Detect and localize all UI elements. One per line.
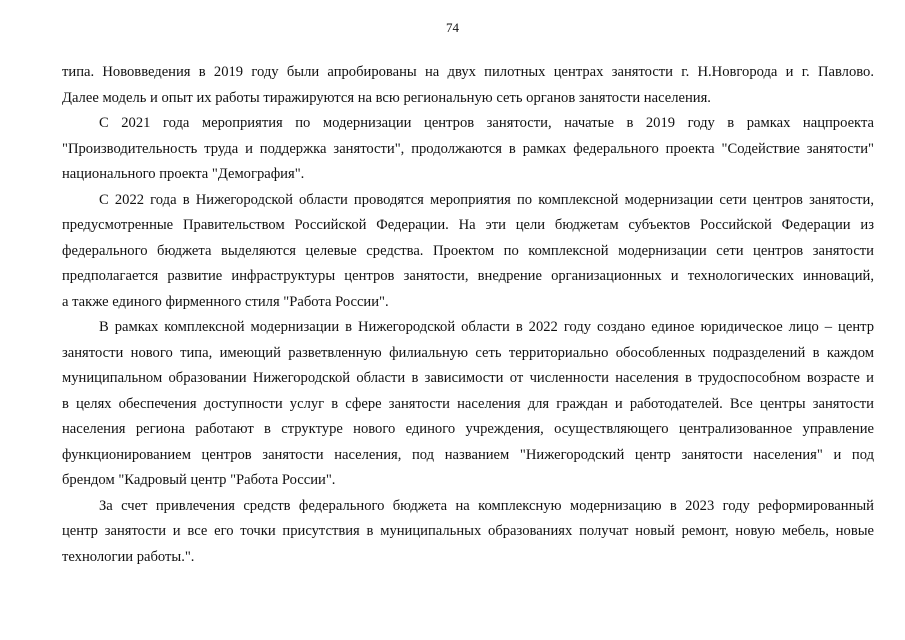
document-body <box>62 60 874 570</box>
paragraph <box>62 188 874 316</box>
text-line: За счет привлечения средств федерального бюджета на комплексную модернизацию в 2023 году реформированный <box>99 497 874 514</box>
text-line: занятости нового типа, имеющий разветвленную филиальную сеть территориально обособленных подразделений в каждом <box>62 344 874 361</box>
text-line: технологии работы.". <box>62 548 195 565</box>
text-line: предусмотренные Правительством Российской Федерации. На эти цели бюджетам субъектов Российской Федерации из <box>62 217 874 233</box>
text-line: предполагается развитие инфраструктуры центров занятости, внедрение организационных и технологических инноваций, <box>62 268 874 284</box>
text-line: брендом "Кадровый центр "Работа России". <box>62 472 336 488</box>
text-line: населения региона работают в структуре нового единого учреждения, осуществляющего централизованное управление <box>62 421 874 437</box>
paragraph <box>62 111 874 188</box>
text-line: в целях обеспечения доступности услуг в сфере занятости населения для граждан и работодателей. Все центры занятости <box>62 395 874 412</box>
paragraph <box>62 315 874 494</box>
paragraph <box>62 494 874 571</box>
text-line: центр занятости и все его точки присутствия в муниципальных образованиях получат новый ремонт, новую мебель, новые <box>62 523 874 539</box>
text-line: типа. Нововведения в 2019 году были апробированы на двух пилотных центрах занятости г. Н.Новгорода и г. Павлово. <box>62 64 874 80</box>
text-line: функционированием центров занятости населения, под названием "Нижегородский центр занятости населения" и под <box>62 446 874 463</box>
text-line: С 2022 года в Нижегородской области проводятся мероприятия по комплексной модернизации сети центров занятости, <box>99 191 874 208</box>
text-line: муниципальном образовании Нижегородской области в зависимости от численности населения в трудоспособном возрасте и <box>62 370 874 386</box>
text-line: С 2021 года мероприятия по модернизации центров занятости, начатые в 2019 году в рамках нацпроекта <box>99 115 874 131</box>
text-line: а также единого фирменного стиля "Работа России". <box>62 293 389 310</box>
text-line: Далее модель и опыт их работы тиражируются на всю региональную сеть органов занятости населения. <box>62 89 711 106</box>
text-line: федерального бюджета выделяются целевые средства. Проектом по комплексной модернизации сети центров занятости <box>62 242 874 259</box>
page-number: 74 <box>446 20 459 35</box>
paragraph <box>62 60 874 111</box>
text-line: национального проекта "Демография". <box>62 166 305 182</box>
text-line: "Производительность труда и поддержка занятости", продолжаются в рамках федерального проекта "Содействие занятости" <box>62 140 874 157</box>
text-line: В рамках комплексной модернизации в Нижегородской области в 2022 году создано единое юридическое лицо – центр <box>99 319 874 335</box>
